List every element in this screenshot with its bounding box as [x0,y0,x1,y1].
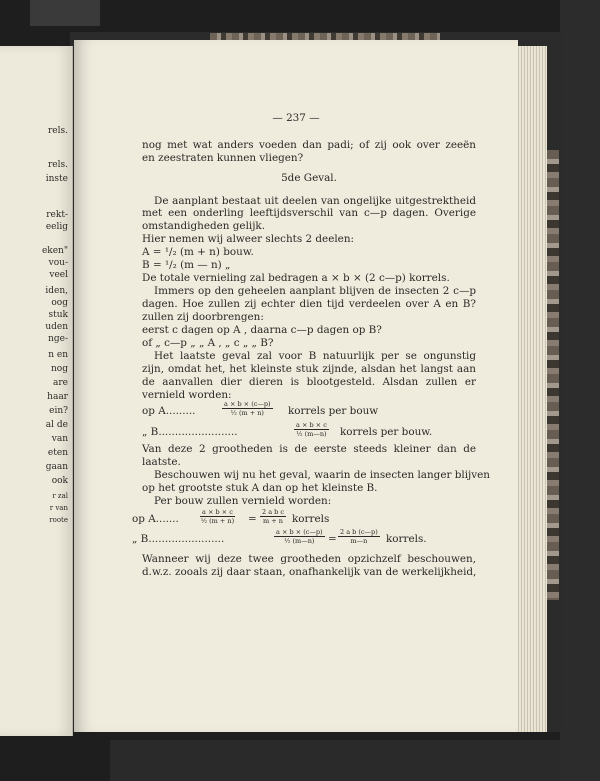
formula-label: „ B....................... [132,533,225,545]
text-line: Wanneer wij deze twee grootheden opzichzelf beschouwen, [142,553,476,565]
text-line: zullen zij doorbrengen: [142,311,264,323]
equals-sign: = [248,513,257,525]
left-page [0,46,73,736]
left-page-fragment: nge- [48,334,68,344]
left-page-fragment: vou- [48,258,68,268]
fraction-numerator: a × b × c [296,421,327,429]
left-page-fragment: r van [49,504,68,512]
formula-text: korrels [292,513,330,525]
text-line: nog met wat anders voeden dan padi; of zij ook over zeeën [142,139,476,151]
equals-sign: = [328,533,337,545]
text-line: Van deze 2 grootheden is de eerste steeds kleiner dan de [142,443,476,455]
fraction [200,508,235,525]
left-page-fragment: n en [48,350,68,360]
text-line: de aanvallen dier dieren is blootgesteld. Alsdan zullen er [142,376,476,388]
left-page-fragment: van [51,434,68,444]
left-page-fragment: oog [51,298,68,308]
text-line: d.w.z. zooals zij daar staan, onafhankelijk van de werkelijkheid, [142,566,477,578]
formula-line: A = ¹/₂ (m + n) bouw. [142,246,254,258]
left-page-fragment: r zal [52,492,68,500]
text-line: Hier nemen wij alweer slechts 2 deelen: [142,233,355,245]
text-line: zijn, omdat het, het kleinste stuk zijnde, alsdan het langst aan [142,363,476,375]
fraction-denominator: ½ (m—n) [296,430,327,438]
page-number: — 237 — [272,112,320,124]
left-page-fragment: roote [49,516,68,524]
right-page [74,40,518,732]
fraction-numerator: a × b × c [202,508,233,516]
background-bar [110,740,560,781]
text-line: De totale vernieling zal bedragen a × b × (2 c—p) korrels. [142,272,450,284]
background-pad [30,0,100,26]
text-line: Het laatste geval zal voor B natuurlijk per se ongunstig [154,350,476,362]
fraction-numerator: a × b × (c—p) [224,400,271,408]
formula-line: B = ¹/₂ (m — n) „ [142,259,231,271]
formula-text: korrels per bouw. [340,426,433,438]
left-page-fragment: eten [47,448,68,458]
left-page-fragment: uden [45,322,68,332]
left-page-fragment: eken" [41,246,68,256]
fraction-numerator: 2 a b (c—p) [340,528,378,536]
left-page-fragment: haar [47,392,68,402]
fraction-numerator: 2 a b c [262,508,285,516]
left-page-fragment: nog [51,364,68,374]
text-line: Per bouw zullen vernield worden: [154,495,332,507]
left-page-fragment: al de [45,420,68,430]
background-pad-right [560,0,600,781]
fraction-denominator: m + n [263,517,283,525]
text-line: Immers op den geheelen aanplant blijven de insecten 2 c—p [154,285,476,297]
text-line: laatste. [142,456,181,468]
left-page-fragment: rekt- [46,210,68,220]
fraction [294,421,329,438]
fraction-numerator: a × b × (c—p) [276,528,323,536]
formula-label: op A....... [132,513,179,525]
fraction [338,528,380,545]
fraction-denominator: m—n [350,537,368,545]
text-line: of „ c—p „ „ A , „ c „ „ B? [142,337,274,349]
text-line: en zeestraten kunnen vliegen? [142,152,304,164]
fraction [274,528,325,545]
left-page-fragment: are [53,378,68,388]
fraction-denominator: ½ (m + n) [200,517,235,525]
fraction-denominator: ½ (m—n) [284,537,315,545]
fraction-denominator: ½ (m + n) [230,409,264,417]
formula-label: „ B........................ [142,426,238,438]
text-line: op het grootste stuk A dan op het kleinste B. [142,482,378,494]
page-edges [516,46,547,732]
left-page-fragment: gaan [45,462,68,472]
formula-text: korrels per bouw [288,405,379,417]
left-page-fragment: ein? [49,406,68,416]
formula-text: korrels. [386,533,427,545]
left-page-fragment: stuk [48,310,68,320]
text-line: eerst c dagen op A , daarna c—p dagen op B? [142,324,382,336]
text-line: met een onderling leeftijdsverschil van c—p dagen. Overige [142,207,476,219]
fraction [260,508,286,525]
left-page-fragment: veel [49,270,68,280]
left-page-fragment: eelig [45,222,68,232]
text-line: omstandigheden gelijk. [142,220,266,232]
formula-label: op A......... [142,405,196,417]
left-page-fragment: iden, [45,286,68,296]
text-line: dagen. Hoe zullen zij echter dien tijd verdeelen over A en B? [142,298,476,310]
section-heading: 5de Geval. [281,172,337,184]
left-page-fragment: ook [51,476,68,486]
text-line: Beschouwen wij nu het geval, waarin de insecten langer blijven [154,469,490,481]
marbled-cover-side [547,150,559,600]
text-line: vernield worden: [142,389,232,401]
left-page-fragment: inste [45,174,68,184]
text-line: De aanplant bestaat uit deelen van ongelijke uitgestrektheid [154,195,476,207]
left-page-fragment: rels. [48,160,68,170]
left-page-fragment: rels. [48,126,68,136]
fraction [222,400,273,417]
